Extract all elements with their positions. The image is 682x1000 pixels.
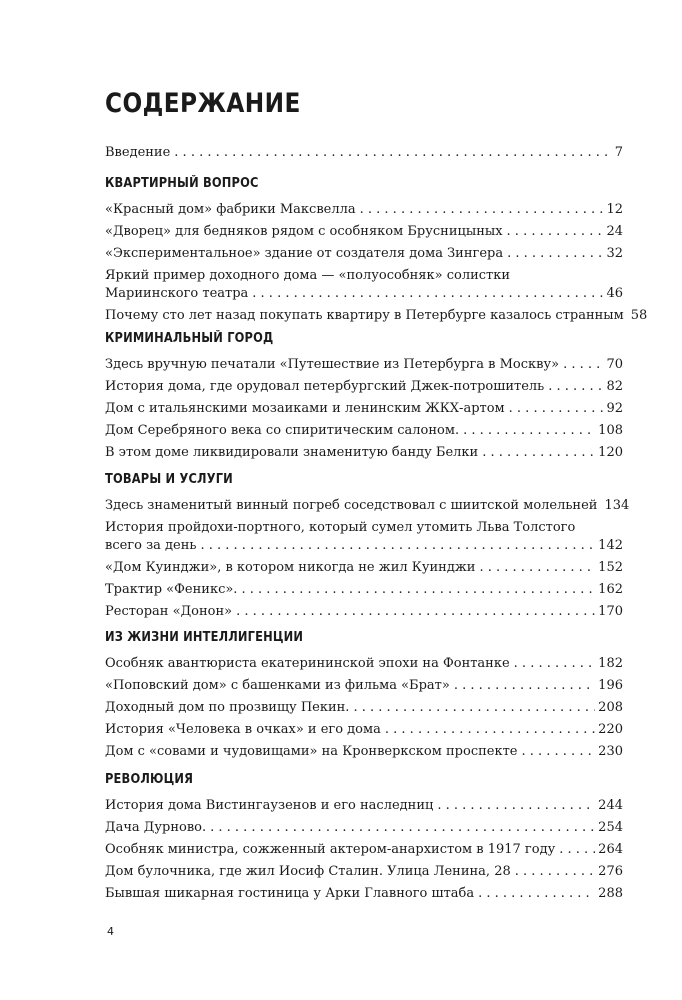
- section-heading: ТОВАРЫ И УСЛУГИ: [105, 472, 233, 487]
- dot-leader: [360, 199, 604, 221]
- toc-entry[interactable]: [105, 601, 623, 623]
- section-heading: КВАРТИРНЫЙ ВОПРОС: [105, 176, 259, 191]
- toc-entry[interactable]: [105, 675, 623, 697]
- toc-entry[interactable]: [105, 861, 623, 883]
- toc-entry[interactable]: [105, 741, 623, 763]
- page-title: СОДЕРЖАНИЕ: [105, 88, 301, 119]
- entry-title: Ресторан «Донон»: [105, 604, 233, 619]
- dot-leader: [174, 142, 611, 164]
- section-heading: РЕВОЛЮЦИЯ: [105, 772, 194, 787]
- section-heading: КРИМИНАЛЬНЫЙ ГОРОД: [105, 331, 274, 346]
- toc-entry[interactable]: [105, 199, 623, 221]
- toc-entry[interactable]: [105, 420, 623, 442]
- toc-entry[interactable]: [105, 817, 623, 839]
- entry-title: Введение: [105, 145, 171, 160]
- dot-leader: [463, 420, 595, 442]
- entry-title: В этом доме ликвидировали знаменитую банду Белки: [105, 445, 479, 460]
- entry-title: Почему сто лет назад покупать квартиру в Петербурге казалось странным: [105, 308, 624, 323]
- entry-title: Особняк авантюриста екатерининской эпохи на Фонтанке: [105, 656, 510, 671]
- entry-title: Мариинского театра: [105, 286, 249, 301]
- entry-page-number: 108: [598, 423, 623, 438]
- toc-entry[interactable]: [105, 883, 623, 905]
- entry-page-number: 82: [606, 379, 623, 394]
- toc-entry[interactable]: [105, 442, 623, 464]
- entry-page-number: 288: [598, 886, 623, 901]
- toc-entry-intro[interactable]: [105, 142, 623, 164]
- section-heading: ИЗ ЖИЗНИ ИНТЕЛЛИГЕНЦИИ: [105, 630, 304, 645]
- entry-page-number: 170: [598, 604, 623, 619]
- entry-title: «Поповский дом» с башенками из фильма «Брат»: [105, 678, 450, 693]
- entry-title: «Дворец» для бедняков рядом с особняком Брусницыных: [105, 224, 503, 239]
- entry-title: История дома Вистингаузенов и его наследниц: [105, 798, 434, 813]
- entry-title: Особняк министра, сожженный актером-анархистом в 1917 году: [105, 842, 556, 857]
- toc-entry[interactable]: [105, 839, 623, 861]
- toc-entry[interactable]: [105, 354, 623, 376]
- entry-title: Дом булочника, где жил Иосиф Сталин. Улица Ленина, 28: [105, 864, 511, 879]
- entry-title: Дом с итальянскими мозаиками и ленинским ЖКХ-артом: [105, 401, 505, 416]
- toc-entry[interactable]: [105, 243, 623, 265]
- entry-title: История «Человека в очках» и его дома: [105, 722, 381, 737]
- entry-title: Дача Дурново.: [105, 820, 207, 835]
- toc-entry[interactable]: [105, 495, 630, 517]
- entry-title: «Красный дом» фабрики Максвелла: [105, 202, 356, 217]
- entry-page-number: 58: [630, 308, 648, 323]
- entry-page-number: 182: [598, 656, 623, 671]
- entry-page-number: 162: [598, 582, 623, 597]
- entry-title: всего за день: [105, 538, 197, 553]
- toc-entry[interactable]: [105, 398, 623, 420]
- dot-leader: [200, 535, 595, 557]
- entry-page-number: 196: [598, 678, 623, 693]
- dot-leader: [563, 354, 603, 376]
- entry-title: Трактир «Феникс».: [105, 582, 238, 597]
- toc-entry[interactable]: [105, 579, 623, 601]
- entry-title: Доходный дом по прозвищу Пекин.: [105, 700, 350, 715]
- toc-entry[interactable]: [105, 719, 623, 741]
- toc-entry[interactable]: [105, 265, 623, 305]
- entry-page-number: 276: [598, 864, 623, 879]
- entry-title: «Экспериментальное» здание от создателя дома Зингера: [105, 246, 504, 261]
- toc-entry[interactable]: [105, 221, 623, 243]
- dot-leader: [548, 376, 603, 398]
- entry-page-number: 12: [606, 202, 623, 217]
- entry-title: Здесь знаменитый винный погреб соседствовал с шиитской молельней: [105, 498, 598, 513]
- toc-entry[interactable]: [105, 305, 648, 327]
- entry-page-number: 120: [598, 445, 623, 460]
- entry-page-number: 220: [598, 722, 623, 737]
- dot-leader: [559, 839, 595, 861]
- entry-title: Дом Серебряного века со спиритическим салоном.: [105, 423, 460, 438]
- dot-leader: [509, 398, 604, 420]
- entry-page-number: 134: [604, 498, 630, 513]
- dot-leader: [507, 243, 603, 265]
- dot-leader: [241, 579, 595, 601]
- dot-leader: [521, 741, 595, 763]
- dot-leader: [385, 719, 595, 741]
- dot-leader: [252, 283, 603, 305]
- entry-page-number: 230: [598, 744, 623, 759]
- entry-page-number: 208: [598, 700, 623, 715]
- dot-leader: [479, 557, 595, 579]
- dot-leader: [478, 883, 595, 905]
- dot-leader: [515, 861, 595, 883]
- page-number: 4: [107, 925, 114, 938]
- entry-page-number: 46: [606, 286, 623, 301]
- toc-entry[interactable]: [105, 795, 623, 817]
- toc-entry[interactable]: [105, 517, 623, 557]
- entry-page-number: 254: [598, 820, 623, 835]
- entry-page-number: 24: [606, 224, 623, 239]
- dot-leader: [454, 675, 595, 697]
- dot-leader: [353, 697, 595, 719]
- dot-leader: [514, 653, 596, 675]
- dot-leader: [507, 221, 604, 243]
- toc-entry[interactable]: [105, 557, 623, 579]
- toc-entry[interactable]: [105, 697, 623, 719]
- toc-entry[interactable]: [105, 376, 623, 398]
- dot-leader: [437, 795, 595, 817]
- toc-entry[interactable]: [105, 653, 623, 675]
- entry-page-number: 32: [606, 246, 623, 261]
- entry-page-number: 7: [614, 145, 623, 160]
- dot-leader: [210, 817, 595, 839]
- entry-title: «Дом Куинджи», в котором никогда не жил Куинджи: [105, 560, 476, 575]
- entry-page-number: 264: [598, 842, 623, 857]
- entry-title: История дома, где орудовал петербургский Джек-потрошитель: [105, 379, 545, 394]
- entry-page-number: 152: [598, 560, 623, 575]
- dot-leader: [482, 442, 595, 464]
- entry-page-number: 244: [598, 798, 623, 813]
- entry-page-number: 92: [606, 401, 623, 416]
- entry-title: Бывшая шикарная гостиница у Арки Главного штаба: [105, 886, 475, 901]
- entry-title: Здесь вручную печатали «Путешествие из Петербурга в Москву»: [105, 357, 560, 372]
- dot-leader: [236, 601, 595, 623]
- entry-title: Яркий пример доходного дома — «полуособняк» солистки: [105, 268, 511, 283]
- entry-page-number: 70: [606, 357, 623, 372]
- entry-page-number: 142: [598, 538, 623, 553]
- entry-title: История пройдохи-портного, который сумел утомить Льва Толстого: [105, 520, 576, 535]
- entry-title: Дом с «совами и чудовищами» на Кронверкском проспекте: [105, 744, 518, 759]
